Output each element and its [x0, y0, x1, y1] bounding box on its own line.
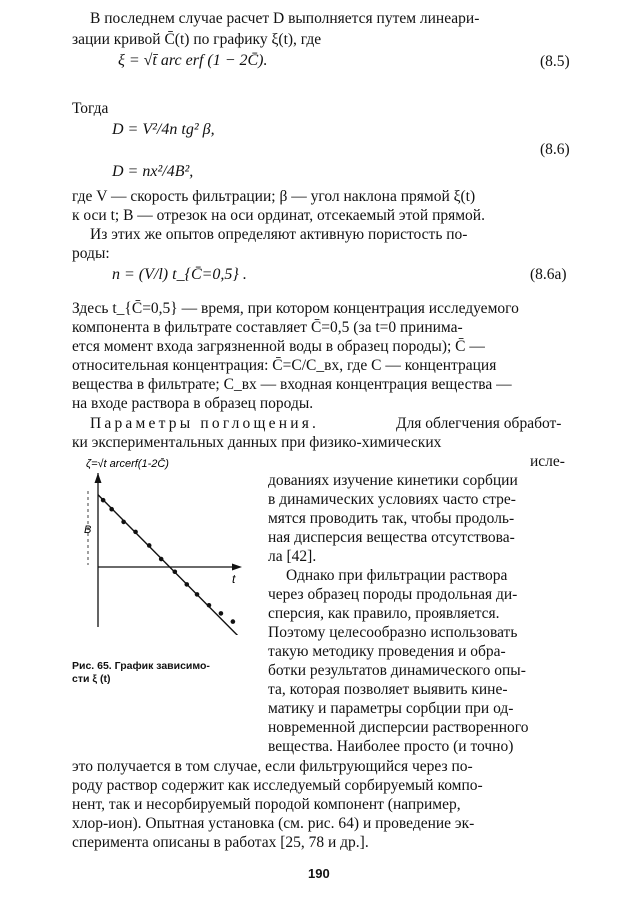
equation-number: (8.6) [540, 141, 570, 158]
data-point [147, 543, 152, 548]
data-point [101, 498, 106, 503]
text-line: относительная концентрация: C̄=C/C_вх, где C — концентрация [72, 357, 497, 374]
text-line: сперсия, как правило, проявляется. [268, 605, 500, 622]
figure-caption: Рис. 65. График зависимо- [72, 660, 210, 672]
data-point [219, 611, 224, 616]
text-line: компонента в фильтрате составляет C̄=0,5 (за t=0 принима- [72, 319, 463, 336]
text-line: где V — скорость фильтрации; β — угол наклона прямой ξ(t) [72, 188, 476, 205]
data-point [207, 603, 212, 608]
text-line: исле- [530, 453, 565, 470]
text-line: Из этих же опытов определяют активную пористость по- [90, 226, 468, 243]
text-line: матику и параметры сорбции при од- [268, 700, 514, 717]
data-point [231, 619, 236, 624]
text-line: это получается в том случае, если фильтрующийся через по- [72, 758, 473, 775]
text-line: нент, так и несорбируемый породой компонент (например, [72, 796, 461, 813]
text-line: Поэтому целесообразно использовать [268, 624, 518, 641]
text-line: ется момент входа загрязненной воды в образец породы); C̄ — [72, 338, 485, 355]
data-point [173, 569, 178, 574]
text-line: Здесь t_{C̄=0,5} — время, при котором концентрация исследуемого [72, 300, 519, 317]
equation-8-6-b: D = nx²/4B², [112, 163, 194, 180]
data-point [195, 592, 200, 597]
x-axis-label: t [232, 572, 236, 586]
text-line: вещества. Наиболее просто (и точно) [268, 738, 514, 755]
y-axis-arrow [95, 473, 102, 483]
text-line: спериментa описаны в работах [25, 78 и др.]. [72, 834, 369, 851]
figure-caption: сти ξ (t) [72, 673, 111, 685]
equation-8-6-a: D = V²/4n tg² β, [112, 121, 215, 138]
text-line: ная дисперсия вещества отсутствова- [268, 529, 515, 546]
page-number: 190 [308, 866, 330, 881]
y-axis-label: ζ=√t arcerf(1-2C̄) [86, 458, 169, 470]
equation-8-5: ξ = √t̄ arc erf (1 − 2C̄). [118, 52, 268, 69]
data-point [184, 582, 189, 587]
text-line: мятся проводить так, чтобы продоль- [268, 510, 515, 527]
data-point [121, 520, 126, 525]
data-point [133, 530, 138, 535]
text-line: ки экспериментальных данных при физико-химических [72, 434, 442, 451]
text-line: В последнем случае расчет D выполняется путем линеари- [90, 10, 480, 27]
text-line: на входе раствора в образец породы. [72, 395, 314, 412]
text-line: Для облегчения обработ- [396, 415, 562, 432]
text-line: вещества в фильтрате; C_вх — входная концентрация вещества — [72, 376, 512, 393]
fit-line [98, 495, 238, 635]
text-line: через образец породы продольная ди- [268, 586, 518, 603]
section-heading: Параметры поглощения. [90, 415, 320, 432]
text-line: к оси t; B — отрезок на оси ординат, отсекаемый этой прямой. [72, 207, 485, 224]
data-point [109, 507, 114, 512]
text-line: хлор-ион). Опытная установка (см. рис. 64) и проведение эк- [72, 815, 475, 832]
equation-number: (8.5) [540, 53, 570, 70]
text-line: роду раствор содержит как исследуемый сорбируемый компо- [72, 777, 483, 794]
text-line: дованиях изучение кинетики сорбции [268, 472, 518, 489]
text-line: роды: [72, 245, 110, 262]
text-line: Однако при фильтрации раствора [286, 567, 508, 584]
text-line: в динамических условиях часто стре- [268, 491, 516, 508]
b-label: B [84, 524, 92, 536]
text-line: ботки результатов динамического опы- [268, 662, 526, 679]
text-line: Тогда [72, 100, 109, 117]
text-line: зации кривой C̄(t) по графику ξ(t), где [72, 31, 322, 48]
equation-8-6a: n = (V/l) t_{C̄=0,5} . [112, 266, 247, 283]
x-axis-arrow [232, 564, 242, 571]
text-line: та, которая позволяет выявить кине- [268, 681, 508, 698]
text-line: новременной дисперсии растворенного [268, 719, 529, 736]
text-line: ла [42]. [268, 548, 317, 565]
figure-65-plot [82, 455, 262, 635]
equation-number: (8.6a) [530, 266, 567, 283]
data-point [159, 557, 164, 562]
text-line: такую методику проведения и обра- [268, 643, 506, 660]
